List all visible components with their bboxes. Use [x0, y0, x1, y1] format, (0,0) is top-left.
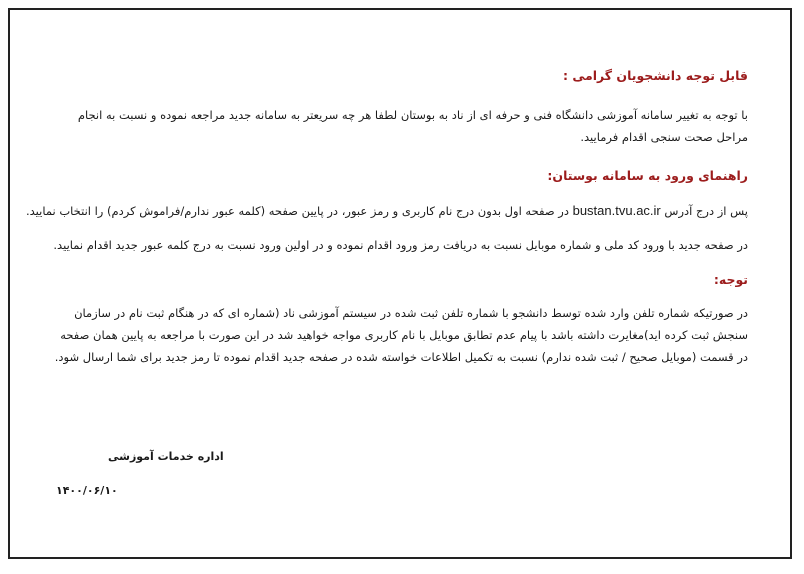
guide-heading: راهنمای ورود به سامانه بوستان: — [547, 168, 748, 183]
notice-date: ۱۴۰۰/۰۶/۱۰ — [56, 484, 118, 497]
bustan-url-link[interactable]: bustan.tvu.ac.ir — [572, 203, 661, 218]
intro-paragraph: با توجه به تغییر سامانه آموزشی دانشگاه فنی و حرفه ای از ناد به بوستان لطفا هر چه سریعتر به سامانه جدید مراجعه نموده و نسبت به انجام مراحل صحت سنجی اقدام فرمایید. — [77, 108, 748, 144]
notice-frame — [8, 8, 792, 559]
step2-paragraph: در صفحه جدید با ورود کد ملی و شماره موبایل نسبت به دریافت رمز ورود اقدام نموده و در اولین ورود نسبت به درج کلمه عبور جدید اقدام نمایید. — [53, 238, 748, 252]
note-paragraph: در صورتیکه شماره تلفن وارد شده توسط دانشجو با شماره تلفن ثبت شده در سیستم آموزشی ناد (شماره ای که در هنگام ثبت نام در سازمان سنجش ثبت کرده اید)مغایرت داشته باشد با پیام عدم تطابق موبایل با نام کاربری مواجه خواهید شد در این صورت با مراجعه به پایین همان صفحه در قسمت (موبایل صحیح / ثبت شده ندارم) نسبت به تکمیل اطلاعات خواسته شده در صفحه جدید اقدام نموده تا رمز جدید برای شما ارسال شود. — [54, 306, 748, 364]
note-heading: توجه: — [713, 272, 748, 287]
step1-after-text: در صفحه اول بدون درج نام کاربری و رمز عبور، در پایین صفحه (کلمه عبور ندارم/فراموش کردم) را انتخاب نمایید. — [25, 204, 569, 218]
notice-content — [25, 10, 748, 557]
step1-paragraph — [25, 200, 748, 222]
office-signature: اداره خدمات آموزشی — [108, 450, 224, 463]
step1-before-text: پس از درج آدرس — [664, 204, 748, 218]
attention-heading: قابل توجه دانشجویان گرامی : — [563, 68, 748, 83]
